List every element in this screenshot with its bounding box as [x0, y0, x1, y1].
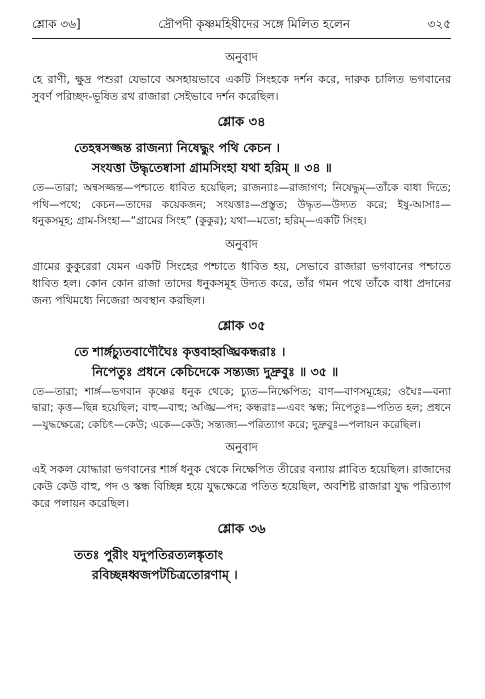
- verse-line: ততঃ পুরীং যদুপতিরত্যলঙ্কৃতাং: [74, 547, 224, 562]
- verse-line: নিপেতুঃ প্রধনে কেচিদেকে সন্ত্যজ্য দুদ্রুবুঃ ॥ ৩৫ ॥: [92, 363, 339, 379]
- translation-heading: অনুবাদ: [225, 440, 258, 454]
- page-header: [32, 16, 451, 36]
- translation-heading: অনুবাদ: [225, 236, 258, 251]
- verse-line: তেহন্বসজ্জন্ত রাজন্যা নিষেদ্ধুং পথি কেচন ।: [74, 140, 280, 155]
- verse-text: [32, 138, 451, 178]
- verse-heading: শ্লোক ৩৬: [217, 522, 266, 537]
- verse-heading: শ্লোক ৩৪: [217, 115, 266, 130]
- header-divider: [32, 38, 451, 39]
- verse-heading: শ্লোক ৩৫: [217, 318, 266, 334]
- header-chapter-title: দ্রৌপদী কৃষ্ণমহিষীদের সঙ্গে মিলিত হলেন: [158, 17, 351, 31]
- verse-text: [32, 342, 451, 382]
- verse-line: সংযত্তা উদ্ধৃতেষ্বাসা গ্রামসিংহা যথা হরিম্‌ ॥ ৩৪ ॥: [92, 160, 332, 175]
- word-for-word: তে—তারা; অন্বসজ্জন্ত—পশ্চাতে ধাবিত হয়েছিল; রাজন্যাঃ—রাজাগণ; নিষেদ্ধুম্‌—তাঁকে বাধা দিতে; পথি—পথে; কেচন—তাদের কয়েকজন; সংযত্তাঃ—প্রস্তুত; উদ্ধৃত—উদ্যত করে; ইষু-আসাঃ—ধনুকসমূহ; গ্রাম-সিংহা—“গ্রামের সিংহ” (কুকুর); যথা—মতো; হরিম্‌—একটি সিংহ।: [32, 182, 451, 227]
- verse-line: রবিচ্ছন্নধ্বজপটচিত্রতোরণাম্‌ ।: [92, 567, 238, 582]
- word-for-word: তে—তারা; শার্ঙ্গ—ভগবান কৃষ্ণের ধনুক থেকে; চ্যুত—নিক্ষেপিত; বাণ—বাণসমূহের; ওঘৈঃ—বন্যা দ্বারা; কৃত্ত—ছিন্ন হয়েছিল; বাহু—বাহু; অঙ্ঘ্রি—পদ; কন্ধরাঃ—এবং স্কন্ধ; নিপেতুঃ—পতিত হল; প্রধনে—যুদ্ধক্ষেত্রে; কেচিৎ—কেউ; একে—কেউ; সন্ত্যজ্য—পরিত্যাগ করে; দুদ্রুবুঃ—পলায়ন করেছিল।: [32, 385, 451, 431]
- translation-paragraph: গ্রামের কুকুরেরা যেমন একটি সিংহের পশ্চাতে ধাবিত হয়, সেভাবে রাজারা ভগবানের পশ্চাতে ধাবিত হল। কোন কোন রাজা তাদের ধনুকসমূহ উদ্যত করে, তাঁর গমন পথে তাঁকে বাধা প্রদানের জন্য পথিমধ্যে নিজেরা অবস্থান করছিল।: [32, 259, 451, 307]
- translation-paragraph: হে রাণী, ক্ষুদ্র পশুরা যেভাবে অসহায়ভাবে একটি সিংহকে দর্শন করে, দারুক চালিত ভগবানের সুবর্ণ পরিচ্ছদ-ভূষিত রথ রাজারা সেইভাবে দর্শন করেছিল।: [32, 73, 451, 103]
- verse-text: [32, 545, 451, 585]
- header-verse-ref: শ্লোক ৩৬]: [32, 17, 81, 31]
- translation-heading: অনুবাদ: [225, 50, 258, 64]
- translation-paragraph: এই সকল যোদ্ধারা ভগবানের শার্ঙ্গ ধনুক থেকে নিক্ষেপিত তীরের বন্যায় প্লাবিত হয়েছিল। রাজাদের কেউ কেউ বাহু, পদ ও স্কন্ধ বিচ্ছিন্ন হয়ে যুদ্ধক্ষেত্রে পতিত হয়েছিল, অবশিষ্ট রাজারা যুদ্ধ পরিত্যাগ করে পলায়ন করেছিল।: [32, 463, 451, 510]
- verse-line: তে শার্ঙ্গচ্যুতবাণৌঘৈঃ কৃত্তবাহ্বঙ্ঘ্রিকন্ধরাঃ ।: [74, 343, 286, 359]
- header-page-number: ৩২৫: [427, 17, 451, 31]
